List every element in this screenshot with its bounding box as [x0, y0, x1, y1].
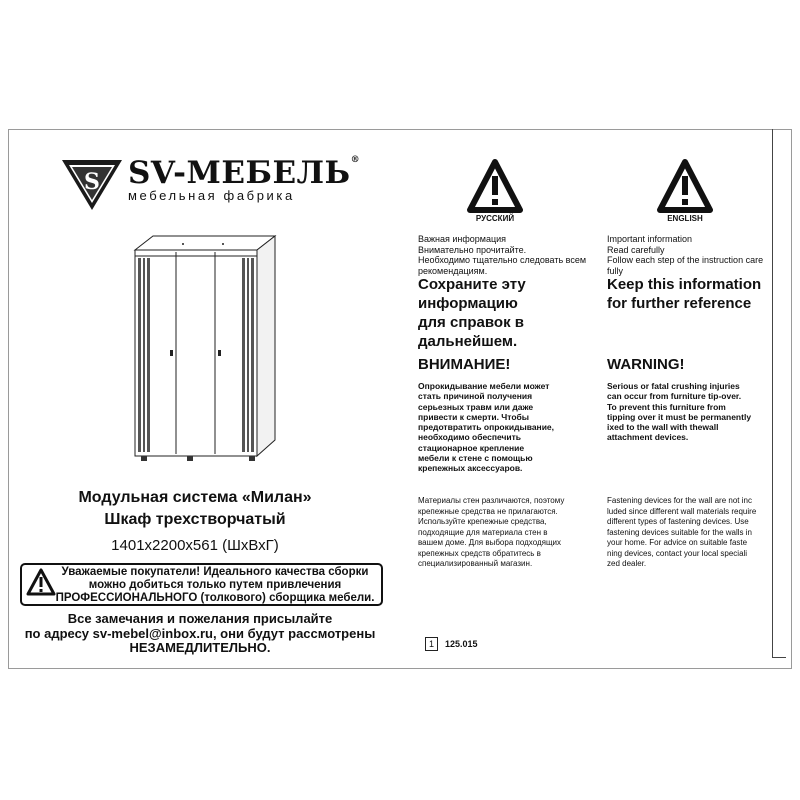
keep-info-en	[607, 275, 761, 313]
contact-line: Все замечания и пожелания присылайте	[67, 611, 333, 626]
warning-sign-icon-ru	[466, 158, 524, 214]
contact-info	[10, 612, 390, 656]
text-line: ixed to the wall with thewall	[607, 422, 719, 433]
text-line: Serious or fatal crushing injuries	[607, 381, 740, 391]
text-line: крепежных аксессуаров.	[418, 463, 523, 474]
language-label-ru: РУССКИЙ	[475, 214, 515, 223]
contact-line: НЕЗАМЕДЛИТЕЛЬНО.	[129, 640, 271, 655]
fastening-text-en	[607, 496, 756, 570]
text-line: tipping over it must be permanently	[607, 411, 752, 422]
brand-name	[128, 155, 360, 191]
text-line: мебели к стене с помощью	[418, 453, 533, 464]
assembly-notice-text	[48, 566, 382, 605]
text-line: необходимо обеспечить	[418, 432, 522, 443]
text-line: Материалы стен различаются, поэтому	[418, 496, 565, 505]
text-line: can occur from furniture tip-over.	[607, 391, 742, 402]
text-line: Сохраните эту	[418, 276, 526, 293]
text-line: привести к смерти. Чтобы	[418, 411, 530, 422]
text-line: информацию	[418, 295, 518, 312]
text-line: вашем доме. Для выбора подходящих	[418, 538, 562, 547]
notice-line: можно добиться только путем привлечения	[88, 579, 342, 591]
text-line: zed dealer.	[607, 559, 647, 568]
notice-line: ПРОФЕССИОНАЛЬНОГО (толкового) сборщика мебели.	[55, 592, 375, 604]
wardrobe-illustration	[125, 232, 285, 464]
brand-logo-letter: S	[84, 169, 100, 195]
text-line: крепежные средства не прилагаются.	[418, 506, 558, 516]
text-line: luded since different wall materials require	[607, 506, 757, 516]
text-line: рекомендациям.	[418, 265, 488, 276]
text-line: Read carefully	[607, 244, 665, 255]
text-line: стационарное крепление	[418, 442, 525, 453]
warning-title-en: WARNING!	[607, 356, 685, 373]
contact-line: по адресу sv-mebel@inbox.ru, они будут рассмотрены	[24, 625, 376, 641]
notice-line: Уважаемые покупатели! Идеального качества сборки	[61, 566, 369, 578]
brand-name-text: SV-МЕБЕЛЬ	[128, 155, 351, 191]
page-number: 1	[425, 637, 438, 651]
text-line: Follow each step of the instruction care	[607, 255, 764, 265]
keep-info-ru	[418, 275, 526, 351]
text-line: Важная информация	[418, 234, 507, 244]
important-info-en	[607, 234, 763, 276]
text-line: ning devices, contact your local speciali	[607, 548, 748, 558]
text-line: Fastening devices for the wall are not inc	[607, 496, 752, 505]
text-line: To prevent this furniture from	[607, 401, 726, 412]
product-line: Модульная система «Милан»	[78, 489, 312, 506]
text-line: attachment devices.	[607, 432, 689, 443]
brand-subtitle: мебельная фабрика	[128, 188, 295, 203]
text-line: дальнейшем.	[418, 333, 518, 350]
warning-title-ru: ВНИМАНИЕ!	[418, 356, 511, 373]
text-line: Внимательно прочитайте.	[418, 244, 527, 255]
text-line: для справок в	[418, 314, 524, 331]
text-line: your home. For advice on suitable faste	[607, 538, 748, 547]
product-type: Шкаф трехстворчатый	[104, 511, 286, 528]
text-line: крепежных средств обратитесь в	[418, 548, 541, 558]
text-line: специализированный магазин.	[418, 559, 533, 568]
warning-text-en	[607, 381, 751, 443]
product-dimensions: 1401х2200х561 (ШхВхГ)	[111, 537, 279, 554]
warning-sign-icon-en	[656, 158, 714, 214]
text-line: стать причиной получения	[418, 391, 533, 402]
text-line: Необходимо тщательно следовать всем	[418, 255, 587, 265]
fastening-text-ru	[418, 496, 564, 570]
page-fold-edge	[772, 129, 786, 658]
language-label-en: ENGLISH	[667, 214, 703, 223]
text-line: предотвратить опрокидывание,	[418, 422, 555, 433]
text-line: Используйте крепежные средства,	[418, 517, 547, 526]
text-line: different types of fastening devices. Use	[607, 517, 749, 526]
text-line: Keep this information	[607, 276, 762, 293]
registered-mark: ®	[350, 155, 361, 165]
text-line: fully	[607, 265, 624, 276]
document-code: 125.015	[445, 639, 478, 649]
text-line: Опрокидывание мебели может	[418, 381, 550, 391]
text-line: for further reference	[607, 295, 752, 312]
brand-logo-emblem	[60, 156, 124, 212]
important-info-ru	[418, 234, 586, 276]
text-line: серьезных травм или даже	[418, 401, 534, 412]
text-line: fastening devices suitable for the walls in	[607, 527, 752, 537]
warning-text-ru	[418, 381, 554, 474]
text-line: подходящие для материала стен в	[418, 527, 548, 537]
text-line: Important information	[607, 234, 693, 244]
